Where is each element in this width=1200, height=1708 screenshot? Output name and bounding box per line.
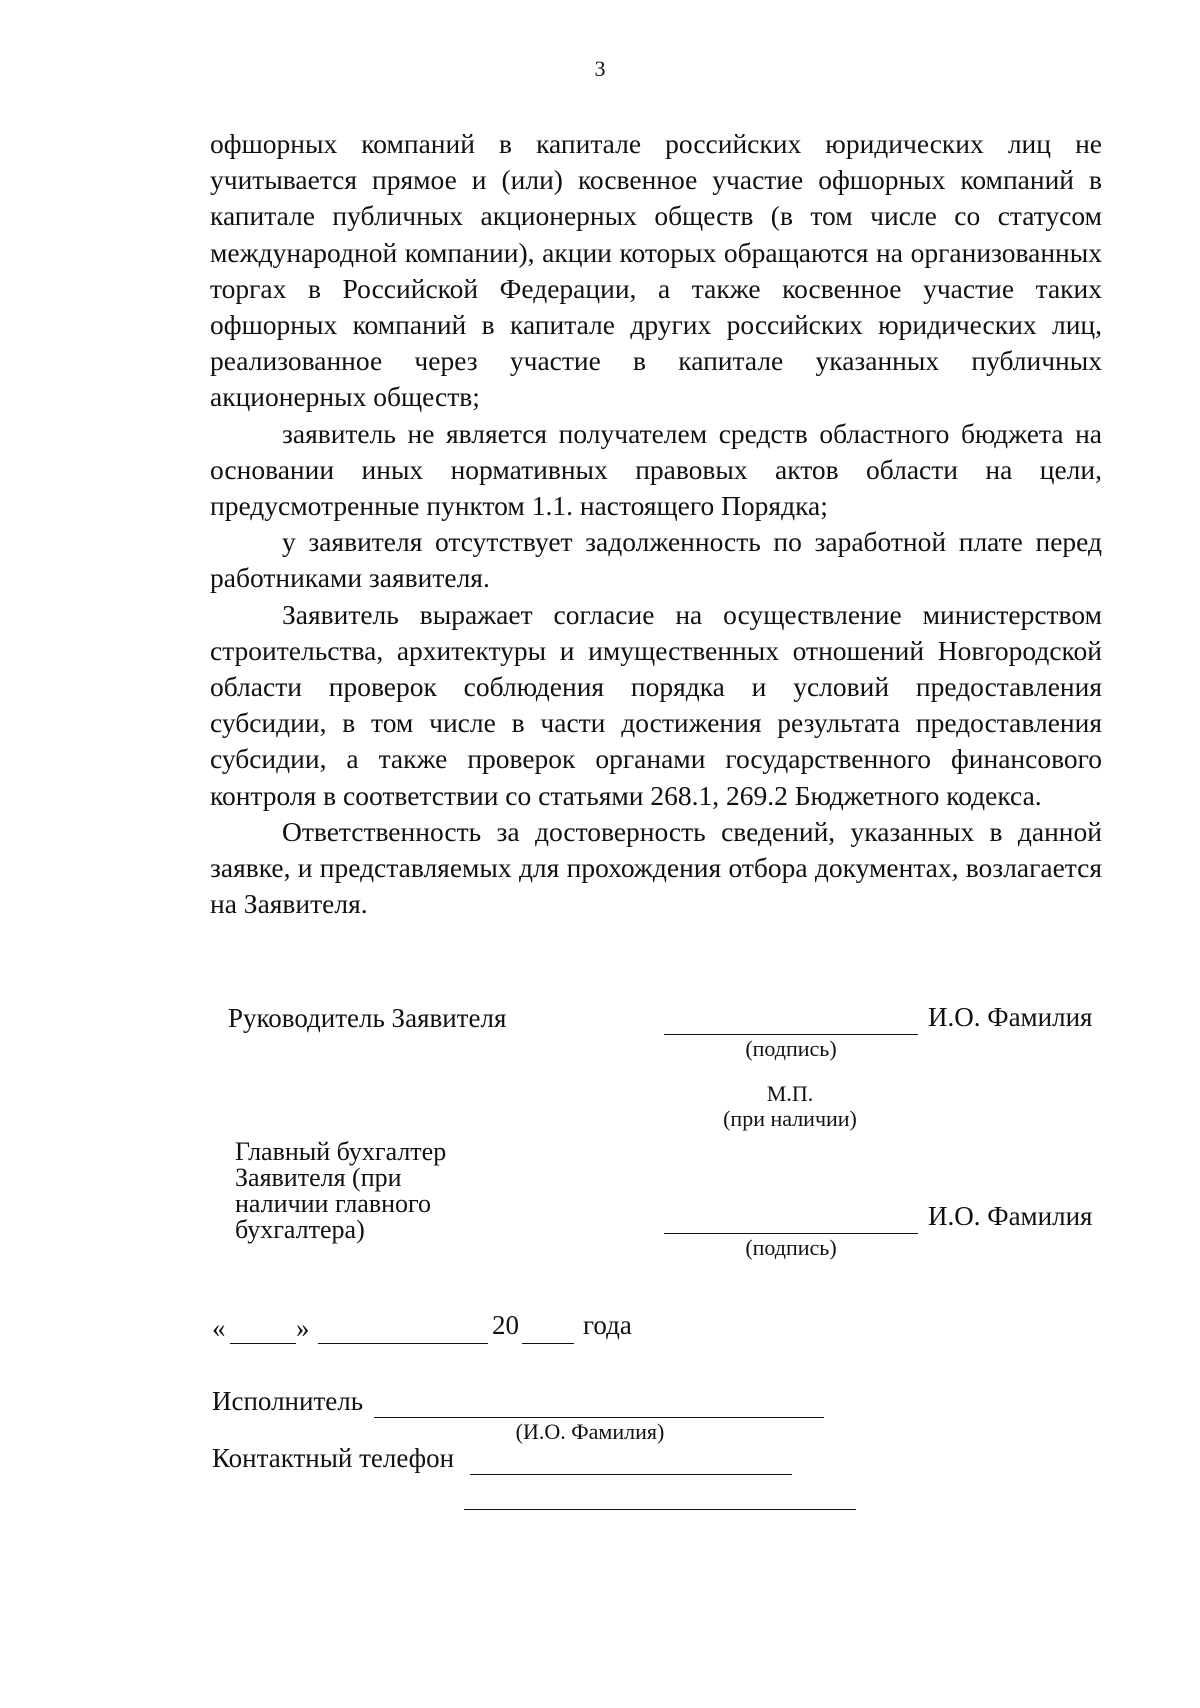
date-suffix: года — [583, 1310, 632, 1340]
head-signature-caption: (подпись) — [745, 1036, 837, 1061]
body-text — [210, 126, 1102, 922]
date-day-field[interactable] — [230, 1343, 296, 1344]
stamp-label: М.П. — [766, 1081, 814, 1106]
date-year-field[interactable] — [522, 1343, 574, 1344]
chief-accountant-name: И.О. Фамилия — [928, 1201, 1093, 1231]
chief-accountant-signature-line[interactable] — [664, 1233, 918, 1234]
chief-accountant-label: Главный бухгалтер Заявителя (при наличии главного бухгалтера) — [235, 1137, 447, 1244]
paragraph-offshore: офшорных компаний в капитале российских юридических лиц не учитывается прямое и (или) косвенное участие офшорных компаний в капитале публичных акционерных обществ (в том числе со статусом международной компании), акции которых обращаются на организованных торгах в Российской Федерации, а также косвенное участие таких офшорных компаний в капитале других российских юридических лиц, реализованное через участие в капитале указанных публичных акционерных обществ; — [210, 128, 1102, 413]
stamp-note: (при наличии) — [723, 1106, 857, 1131]
date-century: 20 — [492, 1310, 519, 1340]
date-open-quote: « — [212, 1313, 226, 1343]
executor-label: Исполнитель — [212, 1386, 364, 1416]
paragraph-salary-debt: у заявителя отсутствует задолженность по заработной плате перед работниками заявителя. — [210, 526, 1102, 594]
phone-field[interactable] — [470, 1474, 792, 1475]
phone-field-extra[interactable] — [464, 1509, 856, 1510]
page-number: 3 — [594, 56, 606, 81]
phone-label: Контактный телефон — [212, 1443, 455, 1473]
executor-caption: (И.О. Фамилия) — [515, 1419, 665, 1444]
head-name: И.О. Фамилия — [928, 1002, 1093, 1032]
date-close-quote: » — [296, 1313, 310, 1343]
head-signature-line[interactable] — [664, 1034, 918, 1035]
paragraph-budget-recipient: заявитель не является получателем средств областного бюджета на основании иных нормативных правовых актов области на цели, предусмотренные пунктом 1.1. настоящего Порядка; — [210, 417, 1102, 522]
head-label: Руководитель Заявителя — [228, 1003, 507, 1033]
chief-accountant-signature-caption: (подпись) — [745, 1235, 837, 1260]
paragraph-responsibility: Ответственность за достоверность сведений, указанных в данной заявке, и представляемых для прохождения отбора документах, возлагается на Заявителя. — [210, 815, 1102, 920]
paragraph-consent: Заявитель выражает согласие на осуществление министерством строительства, архитектуры и имущественных отношений Новгородской области проверок соблюдения порядка и условий предоставления субсидии, в том числе в части достижения результата предоставления субсидии, а также проверок органами государственного финансового контроля в соответствии со статьями 268.1, 269.2 Бюджетного кодекса. — [210, 598, 1102, 811]
date-month-field[interactable] — [318, 1343, 488, 1344]
executor-name-field[interactable] — [374, 1417, 824, 1418]
